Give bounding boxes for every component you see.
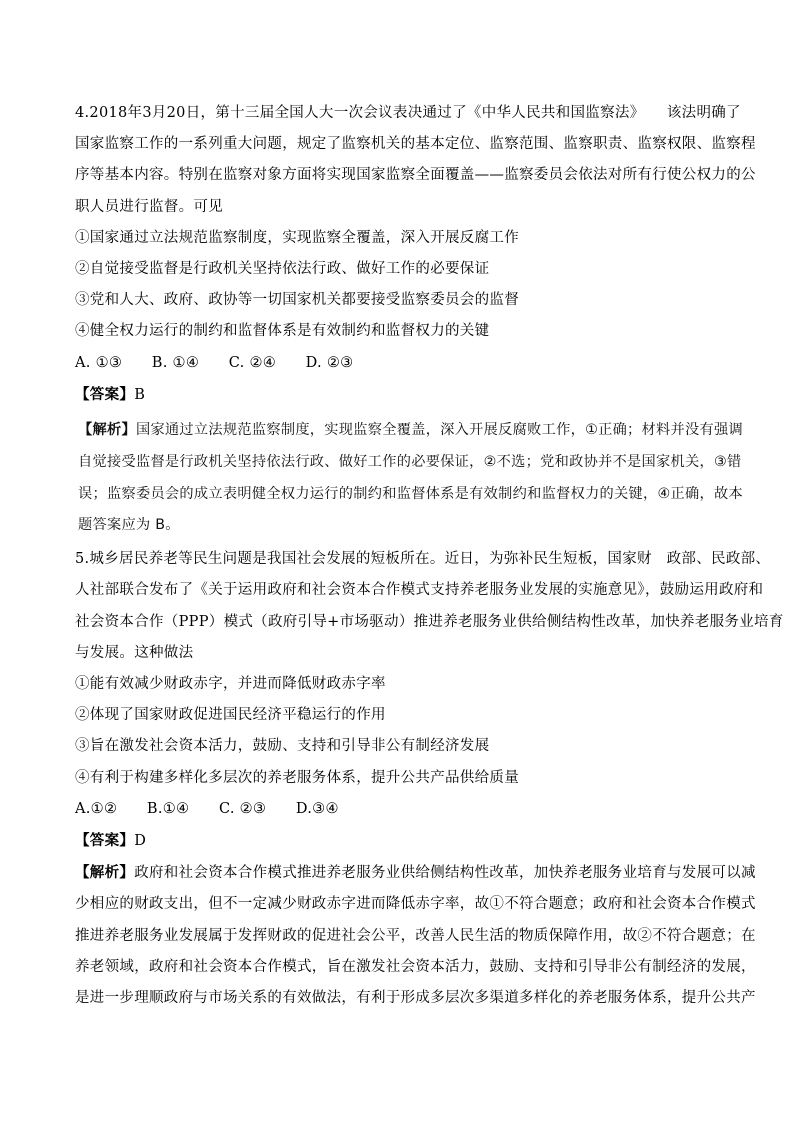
question-5-stem-line: 社会资本合作（PPP）模式（政府引导+市场驱动）推进养老服务业供给侧结构性改革，加快养老服务业培育 [75,613,784,630]
analysis-label: 【解析】 [75,864,135,882]
question-4 [75,98,756,542]
question-5-stem-line: 5.城乡居民养老等民生问题是我国社会发展的短板所在。近日，为弥补民生短板，国家财 政部、民政部、 [75,551,771,568]
answer-label: 【答案】 [75,385,135,403]
analysis-line: 题答案应为 B。 [78,517,180,534]
question-4-answer [75,379,725,411]
question-5-analysis-line: 少相应的财政支出，但不一定减少财政赤字进而降低赤字率，故①不符合题意；政府和社会资本合作模式 [75,896,756,913]
analysis-text: 政府和社会资本合作模式推进养老服务业供给侧结构性改革，加快养老服务业培育与发展可以减 [134,865,756,882]
question-4-stem-line: 4.2018年3月20日，第十三届全国人大一次会议表决通过了《中华人民共和国监察法》 该法明确了 [75,105,741,121]
question-5 [75,544,784,1014]
question-5-analysis-line: 养老领域，政府和社会资本合作模式，旨在激发社会资本活力，鼓励、支持和引导非公有制经济的发展， [75,958,756,975]
question-4-stem-line: 职人员进行监督。可见 [75,198,223,215]
question-5-option-1: ①能有效减少财政赤字，并进而降低财政赤字率 [75,676,386,693]
analysis-line: 误；监察委员会的成立表明健全权力运行的制约和监督体系是有效制约和监督权力的关键，④正确，故本 [78,485,743,502]
question-5-stem-line: 与发展。这种做法 [75,644,194,661]
question-5-analysis-line: 推进养老服务业发展属于发挥财政的促进社会公平，改善人民生活的物质保障作用，故②不符合题意；在 [75,927,756,944]
question-4-option-2: ②自觉接受监督是行政机关坚持依法行政、做好工作的必要保证 [75,261,490,278]
analysis-text: 国家通过立法规范监察制度，实现监察全覆盖，深入开展反腐败工作，①正确；材料并没有强调 [135,422,743,439]
analysis-line: 自觉接受监督是行政机关坚持依法行政、做好工作的必要保证，②不选；党和政协并不是国家机关，③错 [78,453,742,470]
question-4-choices: A. ①③ B. ①④ C. ②④ D. ②③ [75,354,354,371]
question-4-option-4: ④健全权力运行的制约和监督体系是有效制约和监督权力的关键 [75,323,490,340]
question-5-stem-line: 人社部联合发布了《关于运用政府和社会资本合作模式支持养老服务业发展的实施意见》，鼓励运用政府和 [75,582,764,599]
question-4-stem-line: 序等基本内容。特别在监察对象方面将实现国家监察全面覆盖——监察委员会依法对所有行使公权力的公 [75,167,756,184]
question-4-stem-line: 国家监察工作的一系列重大问题，规定了监察机关的基本定位、监察范围、监察职责、监察权限、监察程 [75,136,756,153]
question-5-answer [75,825,725,857]
question-4-option-1: ①国家通过立法规范监察制度，实现监察全覆盖，深入开展反腐工作 [75,229,519,246]
analysis-line [78,415,743,447]
question-4-option-3: ③党和人大、政府、政协等一切国家机关都要接受监察委员会的监督 [75,292,519,309]
question-5-analysis-line: 是进一步理顺政府与市场关系的有效做法，有利于形成多层次多渠道多样化的养老服务体系，提升公共产 [75,990,756,1007]
question-5-choices: A.①② B.①④ C. ②③ D.③④ [75,800,339,817]
question-5-option-3: ③旨在激发社会资本活力，鼓励、支持和引导非公有制经济发展 [75,738,490,755]
answer-label: 【答案】 [75,832,135,850]
document-page [75,98,784,1014]
analysis-label: 【解析】 [78,422,136,439]
question-4-analysis [75,415,743,542]
question-5-option-2: ②体现了国家财政促进国民经济平稳运行的作用 [75,707,386,724]
question-5-option-4: ④有利于构建多样化多层次的养老服务体系，提升公共产品供给质量 [75,769,519,786]
answer-value: B [134,386,146,403]
answer-value: D [134,833,147,850]
question-5-analysis-line [75,857,756,889]
